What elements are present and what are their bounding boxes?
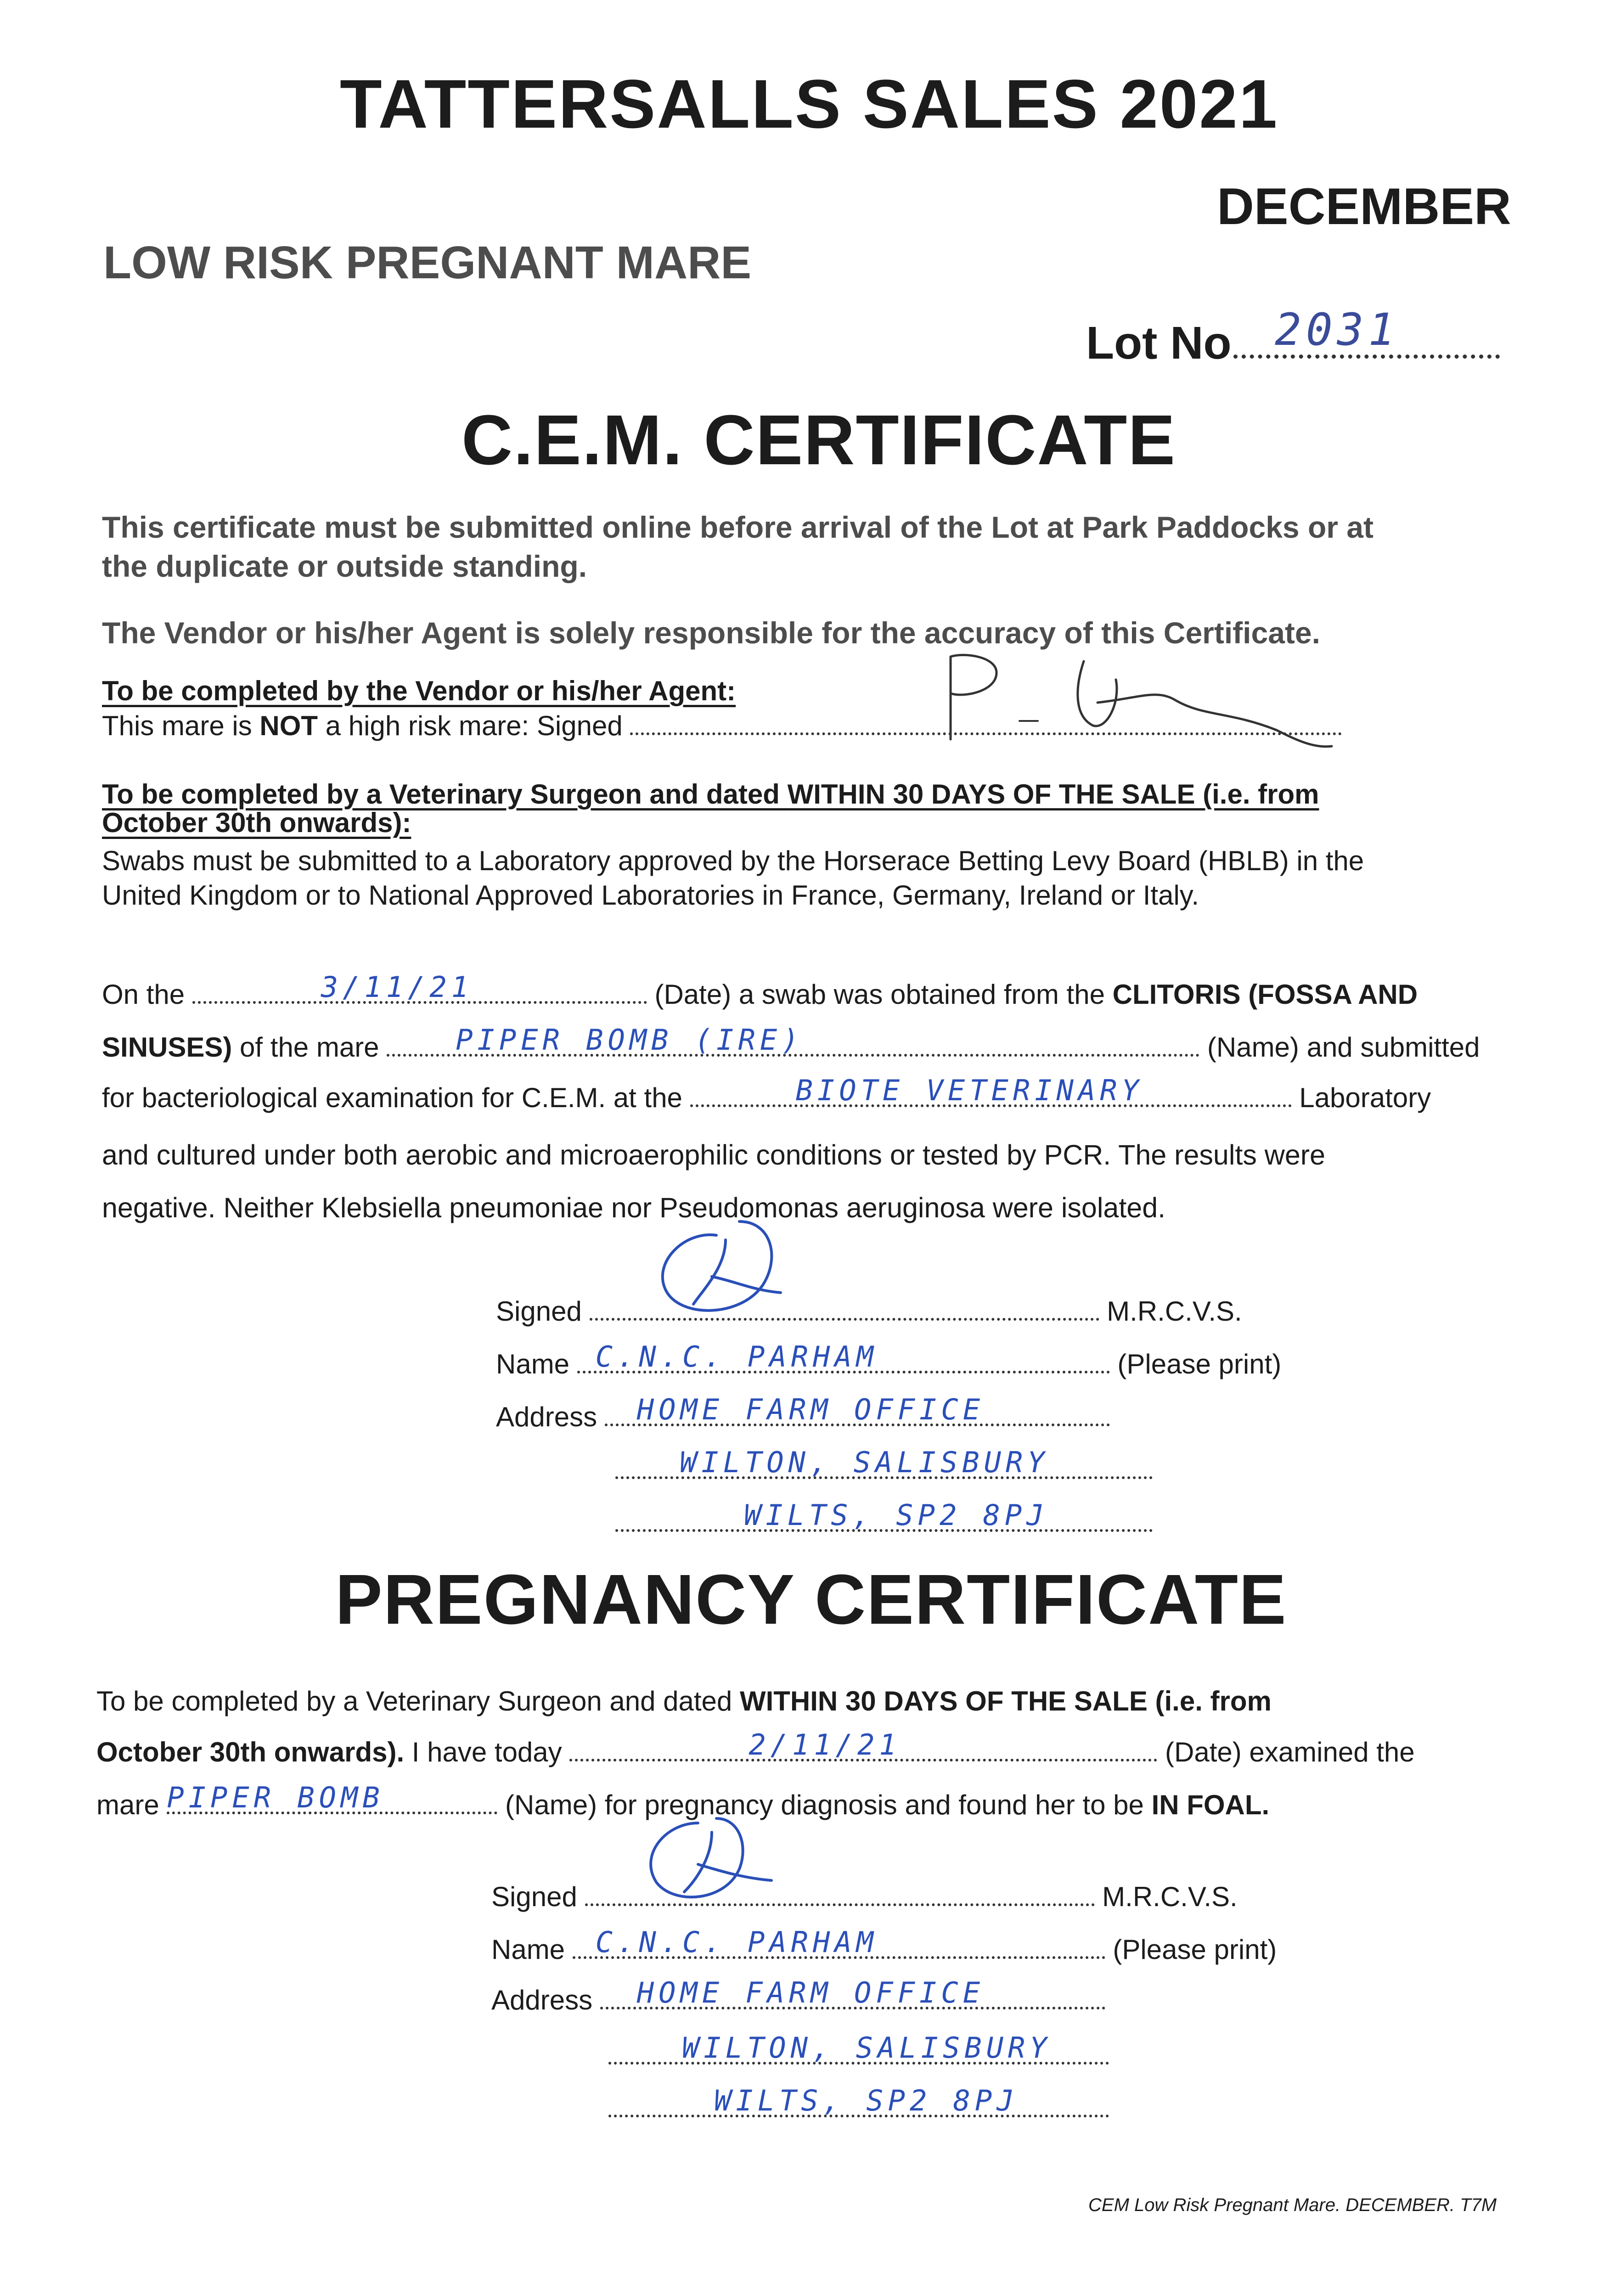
cem-lab-line (102, 1074, 1431, 1114)
preg-please-print: (Please print) (1113, 1934, 1277, 1965)
lot-number-handwritten: 2031 (1275, 304, 1400, 355)
cem-date-line (102, 970, 1418, 1010)
preg-line-2b: I have today (404, 1737, 562, 1767)
sinuses-label: SINUSES) (102, 1032, 232, 1063)
pregnancy-heading: PREGNANCY CERTIFICATE (335, 1560, 1287, 1639)
vendor-heading: To be completed by the Vendor or his/her Agent: (102, 675, 736, 706)
cem-date-field (192, 970, 647, 1004)
preg-address-line-1 (491, 1976, 1105, 2016)
vet-heading-1a: To be completed by a Veterinary Surgeon and dated (102, 779, 788, 810)
cem-address-field-3 (615, 1498, 1153, 1532)
cem-signed-label: Signed (496, 1296, 582, 1327)
preg-address-line-3 (608, 2084, 1109, 2124)
preg-date-field (569, 1728, 1157, 1761)
cem-address-line-1 (496, 1393, 1110, 1433)
preg-line-1a: To be completed by a Veterinary Surgeon and dated (96, 1686, 740, 1716)
cem-lab-handwritten: BIOTE VETERINARY (795, 1074, 1143, 1107)
preg-line-3b: (Name) for pregnancy diagnosis and found her to be (505, 1790, 1152, 1820)
mare-category: LOW RISK PREGNANT MARE (103, 237, 752, 288)
cem-address-2-handwritten: WILTON, SALISBURY (680, 1446, 1049, 1479)
cem-address-label: Address (496, 1401, 597, 1432)
preg-signed-label: Signed (491, 1881, 577, 1912)
preg-mare-name-field (167, 1781, 497, 1814)
swabs-line-2: United Kingdom or to National Approved Laboratories in France, Germany, Ireland or Italy. (102, 880, 1199, 911)
preg-address-line-2 (608, 2031, 1109, 2071)
preg-vet-name-handwritten: C.N.C. PARHAM (595, 1925, 878, 1959)
preg-name-field (573, 1925, 1105, 1959)
pregnancy-line-2 (96, 1728, 1415, 1768)
preg-date-handwritten: 2/11/21 (749, 1728, 901, 1761)
preg-address-1-handwritten: HOME FARM OFFICE (636, 1976, 985, 2009)
page-title: TATTERSALLS SALES 2021 (340, 65, 1279, 142)
preg-address-2-handwritten: WILTON, SALISBURY (682, 2031, 1052, 2065)
preg-mare-name-handwritten: PIPER BOMB (167, 1781, 384, 1814)
responsibility-note: The Vendor or his/her Agent is solely responsible for the accuracy of this Certificate. (102, 616, 1320, 650)
cem-name-label: Name (496, 1349, 570, 1379)
cem-intro-line-1: This certificate must be submitted online before arrival of the Lot at Park Paddocks or at (102, 510, 1374, 544)
in-foal-label: IN FOAL. (1151, 1790, 1270, 1820)
vendor-line-not: NOT (259, 710, 318, 741)
cem-mare-line (102, 1023, 1480, 1063)
preg-mrcvs-label: M.R.C.V.S. (1102, 1881, 1238, 1912)
sale-month: DECEMBER (1217, 178, 1511, 235)
cem-address-line-2 (615, 1446, 1153, 1486)
date-suffix: (Date) a swab was obtained from the (654, 979, 1113, 1010)
preg-name-line (491, 1925, 1277, 1965)
preg-line-1b: WITHIN 30 DAYS OF THE SALE (i.e. from (739, 1686, 1272, 1716)
cem-please-print: (Please print) (1117, 1349, 1282, 1379)
preg-address-field-3 (608, 2084, 1109, 2117)
lot-label: Lot No (1086, 317, 1232, 369)
swabs-line-1: Swabs must be submitted to a Laboratory approved by the Horserace Betting Levy Board (HBLB) in the (102, 845, 1364, 876)
cem-vet-name-handwritten: C.N.C. PARHAM (595, 1340, 878, 1373)
cem-address-1-handwritten: HOME FARM OFFICE (636, 1393, 985, 1426)
preg-address-3-handwritten: WILTS, SP2 8PJ (714, 2084, 1019, 2117)
lot-dots (1233, 304, 1500, 359)
cem-mare-name-handwritten: PIPER BOMB (IRE) (456, 1023, 804, 1057)
name-submitted-label: (Name) and submitted (1207, 1032, 1480, 1063)
laboratory-label: Laboratory (1299, 1082, 1431, 1113)
form-reference: CEM Low Risk Pregnant Mare. DECEMBER. T7M (1088, 2195, 1497, 2215)
preg-signed-line (491, 1880, 1238, 1913)
for-bact-label: for bacteriological examination for C.E.M. at the (102, 1082, 682, 1113)
vendor-signature (882, 647, 1341, 748)
cem-mrcvs-label: M.R.C.V.S. (1107, 1296, 1242, 1327)
of-the-mare-label: of the mare (232, 1032, 379, 1063)
cem-address-3-handwritten: WILTS, SP2 8PJ (744, 1498, 1048, 1532)
preg-address-field-1 (600, 1976, 1105, 2009)
cem-address-field-2 (615, 1446, 1153, 1479)
preg-line-2c: (Date) examined the (1165, 1737, 1415, 1767)
lot-number-field (1086, 304, 1500, 370)
cem-lab-field (690, 1074, 1292, 1107)
cem-name-line (496, 1340, 1282, 1380)
preg-name-label: Name (491, 1934, 565, 1965)
cem-address-line-3 (615, 1498, 1153, 1538)
preg-address-label: Address (491, 1985, 593, 2015)
cem-intro-line-2: the duplicate or outside standing. (102, 549, 587, 583)
preg-line-2a: October 30th onwards). (96, 1737, 405, 1767)
on-the-label: On the (102, 979, 185, 1010)
cem-signed-line (496, 1295, 1242, 1327)
clitoris-label: CLITORIS (FOSSA AND (1112, 979, 1418, 1010)
preg-address-field-2 (608, 2031, 1109, 2065)
cem-date-handwritten: 3/11/21 (321, 970, 473, 1004)
vendor-line-a: This mare is (102, 710, 260, 741)
cem-address-field-1 (605, 1393, 1110, 1426)
vet-heading-line-1 (102, 778, 1319, 810)
vet-heading-1b: WITHIN 30 DAYS OF THE SALE (i.e. from (787, 779, 1319, 810)
cultured-line: and cultured under both aerobic and microaerophilic conditions or tested by PCR. The results were (102, 1139, 1325, 1171)
preg-vet-signature (625, 1805, 817, 1915)
cem-heading: C.E.M. CERTIFICATE (462, 400, 1176, 479)
cem-vet-signature (634, 1212, 827, 1322)
vet-heading-line-2: October 30th onwards): (102, 807, 411, 838)
cem-name-field (577, 1340, 1110, 1373)
pregnancy-line-1 (96, 1685, 1272, 1717)
cem-mare-name-field (387, 1023, 1199, 1057)
vendor-line-b: a high risk mare: Signed (318, 710, 623, 741)
negative-line: negative. Neither Klebsiella pneumoniae nor Pseudomonas aeruginosa were isolated. (102, 1192, 1166, 1223)
preg-line-3a: mare (96, 1790, 159, 1820)
